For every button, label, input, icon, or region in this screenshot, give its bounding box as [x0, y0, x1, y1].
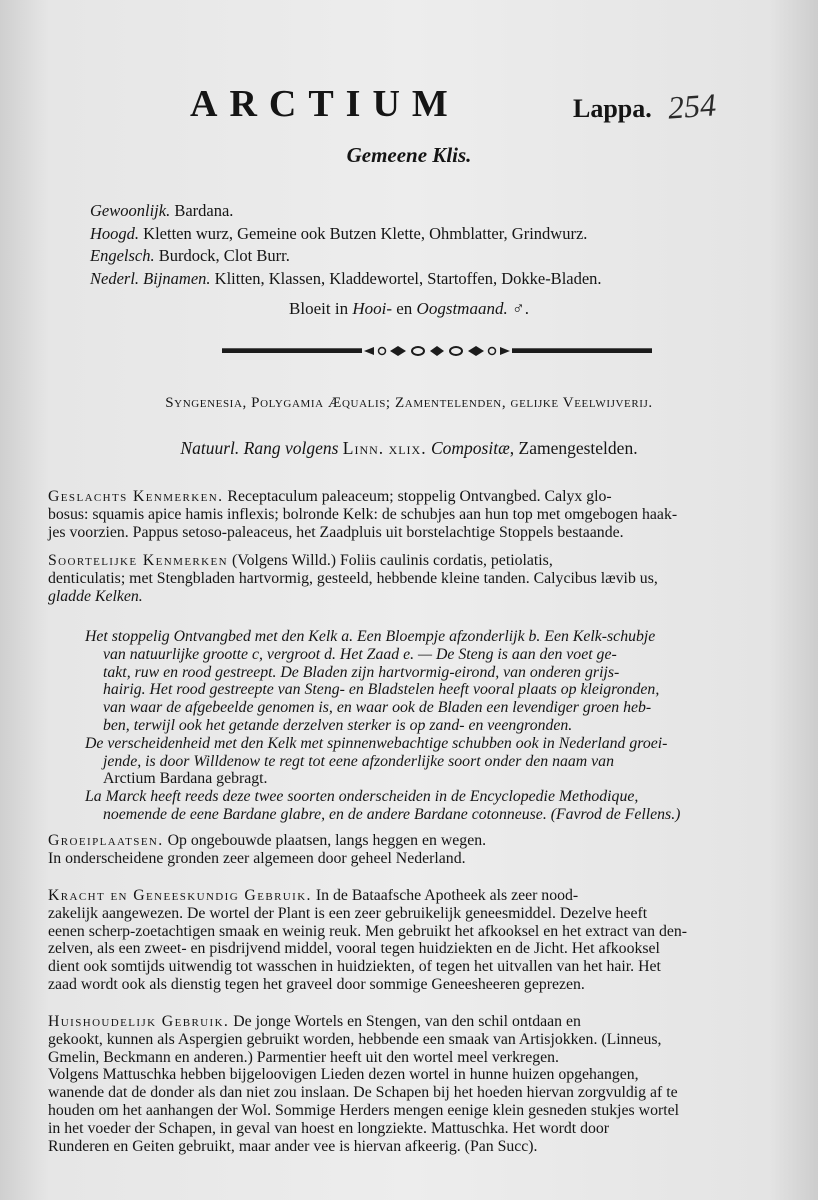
natural-rank: Natuurl. Rang volgens Linn. xlix. Compositæ, Zamengestelden.: [180, 438, 638, 458]
genus-characters-section: Geslachts Kenmerken. Receptaculum paleaceum; stoppelig Ontvangbed. Calyx glo- bosus: squamis apice hamis inflexis; bolronde Kelk: de schubjes aan hun top met omgebogen haak- jes voorzien. Pappus setoso-paleaceus, het Zaadpluis uit borstelachtige Stoppels bestaande.: [48, 488, 678, 541]
handwritten-page-number: 254: [666, 86, 718, 126]
section-heading: Soortelijke Kenmerken: [48, 552, 228, 569]
bloom-period: Bloeit in Hooi- en Oogstmaand. ♂.: [289, 299, 529, 318]
subtitle: Gemeene Klis.: [346, 143, 472, 167]
section-heading: Geslachts Kenmerken.: [48, 488, 224, 505]
vernacular-names: [90, 200, 602, 290]
household-use-section: Huishoudelijk Gebruik. De jonge Wortels en Stengen, van den schil ontdaan en gekookt, kunnen als Aspergien gebruikt worden, hebbende een smaak van Artisjokken. (Linneus, Gmelin, Beckmann en anderen.) Parmentier heeft uit den wortel meel verkregen. Volgens Mattuschka hebben bijgeloovigen Lieden dezen wortel in hunne huizen opgehangen, wanende dat de donder als dan niet zou inslaan. De Schapen bij het hoeden hiervan zorgvuldig af te houden om het aanhangen der Wol. Sommige Herders mengen eenige klein gesneden stukjes wortel in het voeder der Schapen, in geval van hoest en longziekte. Mattuschka. Het wordt door Runderen en Geiten gebruikt, maar ander vee is hiervan afkeerig. (Pan Succ).: [48, 1013, 680, 1155]
name-row: Nederl. Bijnamen. Klitten, Klassen, Kladdewortel, Startoffen, Dokke-Bladen.: [90, 268, 602, 288]
title-species: Lappa.: [573, 94, 652, 123]
section-heading: Kracht en Geneeskundig Gebruik.: [48, 887, 312, 904]
medicinal-use-section: Kracht en Geneeskundig Gebruik. In de Bataafsche Apotheek als zeer nood- zakelijk aangewezen. De wortel der Plant is een zeer gebruikelijk geneesmiddel. Dezelve heeft eenen scherp-zoetachtigen smaak en weinig reuk. Men gebruikt het afkooksel en het extract van den- zelven, als een zweet- en pisdrijvend middel, vooral tegen huidziekten en de Jicht. Het afkooksel dient ook somtijds uitwendig tot wasschen in huidziekten, of tegen het uitvallen van het hair. Het zaad wordt ook als dienstig tegen het graveel door sommige Geneesheeren geprezen.: [48, 887, 688, 993]
name-row: Gewoonlijk. Bardana.: [90, 201, 234, 220]
ornamental-divider: [222, 344, 652, 358]
figure-description: Het stoppelig Ontvangbed met den Kelk a. Een Bloempje afzonderlijk b. Een Kelk-schubje van natuurlijke grootte c, vergroot d. Het Zaad e. — De Steng is aan den voet ge- takt, ruw en rood gestreept. De Bladen zijn hartvormig-eirond, van onderen grijs- hairig. Het rood gestreepte van Steng- en Bladstelen heeft vooral plaats op kleigronden, van waar de afgebeelde genomen is, en waar ook de Bladen een levendiger groen heb- ben, terwijl ook het getande derzelven sterker is op zand- en veengronden. De verscheidenheid met den Kelk met spinnenwebachtige schubben ook in Nederland groei- jende, is door Willdenow te regt tot eene afzonderlijke soort onder den naam van Arctium Bardana gebragt. La Marck heeft reeds deze twee soorten onderscheiden in de Encyclopedie Methodique, noemende de eene Bardane glabre, en de andere Bardane cotonneuse. (Favrod de Fellens.): [85, 628, 681, 823]
habitats-section: Groeiplaatsen. Op ongebouwde plaatsen, langs heggen en wegen. In onderscheidene gronden zeer algemeen door geheel Nederland.: [48, 832, 487, 867]
name-row: Engelsch. Burdock, Clot Burr.: [90, 246, 290, 265]
species-characters-section: Soortelijke Kenmerken (Volgens Willd.) Foliis caulinis cordatis, petiolatis, denticulatis; met Stengbladen hartvormig, gesteeld, hebbende kleine tanden. Calycibus lævib us, gladde Kelken.: [48, 552, 658, 605]
name-row: Hoogd. Kletten wurz, Gemeine ook Butzen Klette, Ohmblatter, Grindwurz.: [90, 223, 588, 243]
section-heading: Groeiplaatsen.: [48, 832, 164, 849]
male-symbol-icon: ♂.: [511, 299, 529, 318]
classification: Syngenesia, Polygamia Æqualis; Zamentelenden, gelijke Veelwijverij.: [165, 395, 653, 411]
section-heading: Huishoudelijk Gebruik.: [48, 1013, 230, 1030]
title-genus: ARCTIUM: [190, 83, 460, 125]
